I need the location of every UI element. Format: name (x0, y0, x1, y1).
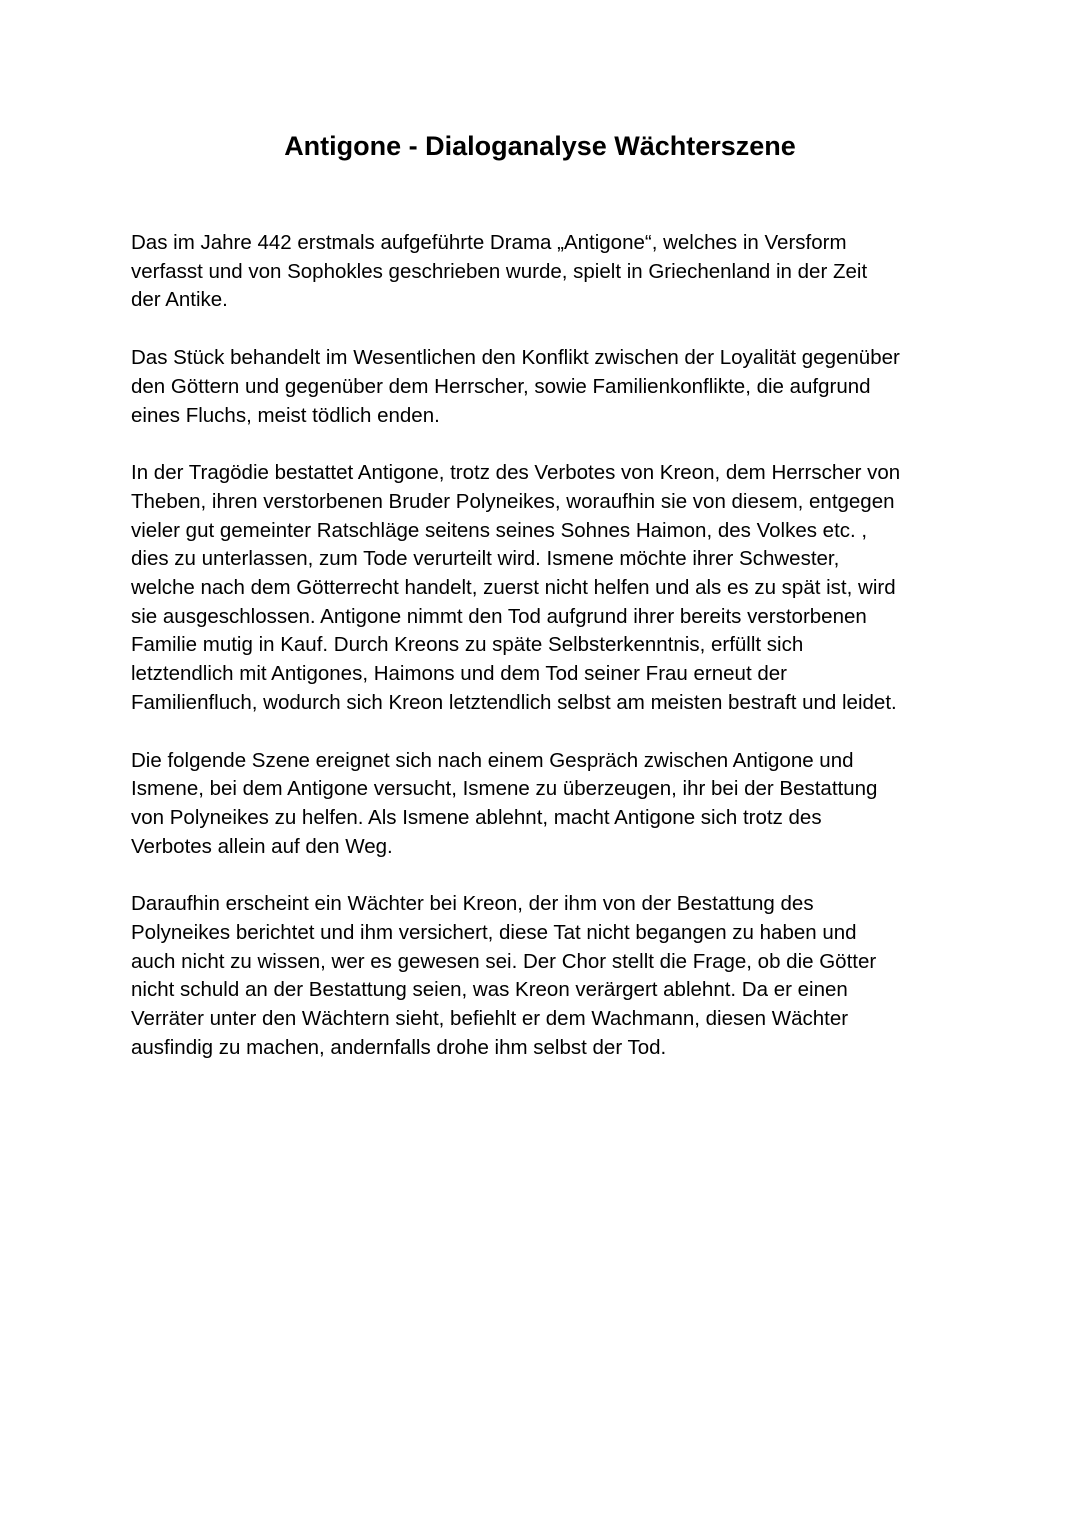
text-line: Das im Jahre 442 erstmals aufgeführte Drama „Antigone“, welches in Versform (131, 231, 847, 254)
text-line: Theben, ihren verstorbenen Bruder Polyneikes, woraufhin sie von diesem, entgegen (131, 489, 895, 513)
text-line: vieler gut gemeinter Ratschläge seitens seines Sohnes Haimon, des Volkes etc. , (131, 518, 868, 542)
paragraph-scene-context (131, 747, 961, 862)
text-line: sie ausgeschlossen. Antigone nimmt den Tod aufgrund ihrer bereits verstorbenen (131, 604, 867, 628)
text-line: welche nach dem Götterrecht handelt, zuerst nicht helfen und als es zu spät ist, wird (131, 576, 896, 600)
text-line: letztendlich mit Antigones, Haimons und dem Tod seiner Frau erneut der (131, 662, 787, 686)
text-line: auch nicht zu wissen, wer es gewesen sei. Der Chor stellt die Frage, ob die Götter (131, 949, 877, 973)
text-line: nicht schuld an der Bestattung seien, was Kreon verärgert ablehnt. Da er einen (131, 978, 848, 1002)
text-line: den Göttern und gegenüber dem Herrscher, sowie Familienkonflikte, die aufgrund (131, 374, 871, 398)
text-line: Familie mutig in Kauf. Durch Kreons zu späte Selbsterkenntnis, erfüllt sich (131, 633, 804, 657)
text-line: ausfindig zu machen, andernfalls drohe ihm selbst der Tod. (131, 1035, 667, 1059)
paragraph-plot-summary (131, 459, 961, 717)
text-line: eines Fluchs, meist tödlich enden. (131, 403, 440, 427)
text-line: der Antike. (131, 288, 228, 312)
text-line: Familienfluch, wodurch sich Kreon letztendlich selbst am meisten bestraft und leidet. (131, 690, 897, 714)
text-line: Ismene, bei dem Antigone versucht, Ismene zu überzeugen, ihr bei der Bestattung (131, 777, 878, 801)
text-line: Das Stück behandelt im Wesentlichen den Konflikt zwischen der Loyalität gegenüber (131, 346, 900, 370)
text-line: Daraufhin erscheint ein Wächter bei Kreon, der ihm von der Bestattung des (131, 892, 814, 916)
page-title: Antigone - Dialoganalyse Wächterszene (284, 131, 796, 161)
text-line: In der Tragödie bestattet Antigone, trotz des Verbotes von Kreon, dem Herrscher von (131, 461, 901, 485)
text-line: Polyneikes berichtet und ihm versichert, diese Tat nicht begangen zu haben und (131, 921, 857, 945)
paragraph-theme (131, 344, 961, 430)
paragraph-intro (131, 229, 961, 315)
document-body (131, 229, 961, 1092)
paragraph-guard-scene (131, 890, 961, 1062)
text-line: Verbotes allein auf den Weg. (131, 834, 393, 858)
text-line: dies zu unterlassen, zum Tode verurteilt wird. Ismene möchte ihrer Schwester, (131, 547, 840, 571)
text-line: Verräter unter den Wächtern sieht, befiehlt er dem Wachmann, diesen Wächter (131, 1007, 849, 1031)
text-line: von Polyneikes zu helfen. Als Ismene ablehnt, macht Antigone sich trotz des (131, 805, 822, 829)
text-line: verfasst und von Sophokles geschrieben wurde, spielt in Griechenland in der Zeit (131, 259, 868, 283)
text-line: Die folgende Szene ereignet sich nach einem Gespräch zwischen Antigone und (131, 748, 854, 772)
